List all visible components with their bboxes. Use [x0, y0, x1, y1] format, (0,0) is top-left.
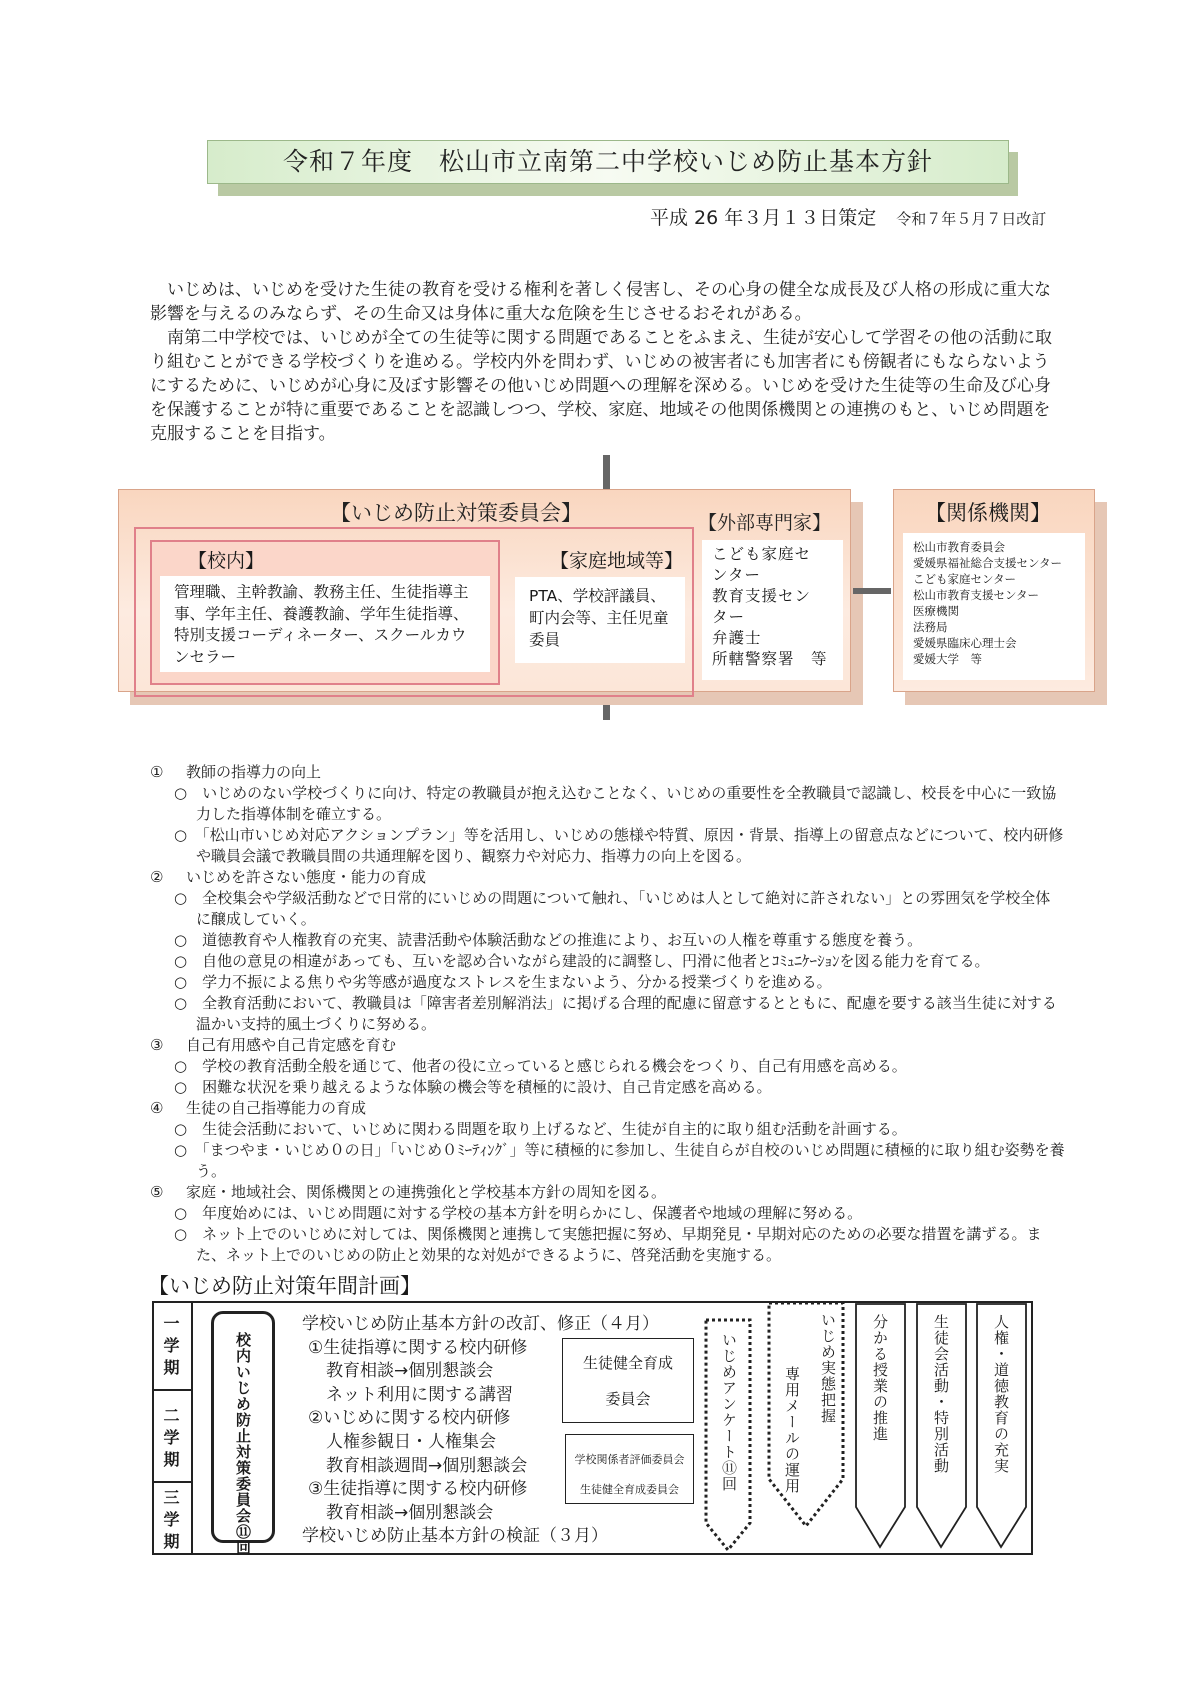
- policy-number: ①: [150, 763, 164, 781]
- policy-item: ○ 年度始めには、いじめ問題に対する学校の基本方針を明らかにし、保護者や地域の理解に努める。: [174, 1204, 863, 1222]
- committee-meeting-label: 校内いじめ防止対策委員会⑪回: [234, 1332, 252, 1556]
- related-item: 医療機関: [913, 604, 959, 618]
- policy-number: ②: [150, 868, 164, 886]
- related-item: 松山市教育委員会: [913, 540, 1005, 554]
- related-title: 【関係機関】: [925, 501, 1051, 525]
- schedule-line: 教育相談→個別懇談会: [326, 1502, 494, 1523]
- community-title: 【家庭地域等】: [550, 550, 684, 572]
- box-line: 委員会: [605, 1390, 651, 1408]
- external-line: 所轄警察署 等: [712, 650, 828, 668]
- mail-label: 専用メールの運用: [783, 1366, 801, 1494]
- policy-item: ○ 学力不振による焦りや劣等感が過度なストレスを生まないよう、分かる授業づくりを進める。: [174, 973, 832, 991]
- policy-item: ○ 道徳教育や人権教育の充実、読書活動や体験活動などの推進により、お互いの人権を尊重する態度を養う。: [174, 931, 923, 949]
- policy-heading: [150, 1182, 1065, 1203]
- policy-number: ③: [150, 1036, 164, 1054]
- committee-meeting-box: [211, 1311, 275, 1556]
- policy-item: ○ ネット上でのいじめに対しては、関係機関と連携して実態把握に努め、早期発見・早期対応のための必要な措置を講ずる。また、ネット上でのいじめの防止と効果的な対処ができるように、啓発活動を実施する。: [174, 1225, 1042, 1264]
- schedule-line: 教育相談週間→個別懇談会: [326, 1455, 528, 1476]
- revised-date: 令和７年５月７日改訂: [896, 210, 1047, 228]
- policy-item: ○ 学校の教育活動全般を通じて、他者の役に立っていると感じられる機会をつくり、自己有用感を高める。: [174, 1057, 907, 1075]
- term-2: 二 学 期: [163, 1406, 180, 1469]
- external-line: ンター: [712, 566, 761, 584]
- policy-heading: [150, 1035, 1065, 1056]
- external-line: 弁護士: [712, 629, 762, 647]
- intro-text: [150, 278, 1055, 446]
- lesson-label: 分かる授業の推進: [871, 1314, 889, 1442]
- box-line: 学校関係者評価委員会: [574, 1453, 685, 1466]
- external-title: 【外部専門家】: [698, 512, 832, 534]
- policy-heading: [150, 1098, 1065, 1119]
- term-1: 一 学 期: [163, 1314, 180, 1377]
- policy-item: ○ 全校集会や学級活動などで日常的にいじめの問題について触れ、「いじめは人として絶対に許されない」との雰囲気を学校全体に醸成していく。: [174, 889, 1051, 928]
- box-line: 生徒健全育成委員会: [580, 1483, 679, 1496]
- plan-title: 【いじめ防止対策年間計画】: [148, 1274, 421, 1298]
- student-committee-box: [562, 1338, 694, 1423]
- survey-label-2: いじめ実態把握: [819, 1312, 837, 1424]
- policy-title: 教師の指導力の向上: [186, 763, 322, 781]
- box-line: 生徒健全育成: [582, 1354, 673, 1372]
- committee-title: 【いじめ防止対策委員会】: [330, 501, 582, 525]
- student-council-label: 生徒会活動・特別活動: [932, 1314, 950, 1474]
- schedule-line: 学校いじめ防止基本方針の検証（３月）: [302, 1526, 608, 1547]
- connector-top: [603, 455, 610, 491]
- term-separator: [152, 1481, 191, 1483]
- policy-item: ○ 「まつやま・いじめ０の日」「いじめ０ﾐｰﾃｨﾝｸﾞ」等に積極的に参加し、生徒自らが自校のいじめ問題に積極的に取り組む姿勢を養う。: [174, 1141, 1065, 1180]
- evaluation-committee-box: [565, 1434, 694, 1504]
- policy-item: ○ 困難な状況を乗り越えるような体験の機会等を積極的に設け、自己肯定感を高める。: [174, 1078, 772, 1096]
- policy-title: 家庭・地域社会、関係機関との連携強化と学校基本方針の周知を図る。: [186, 1183, 667, 1201]
- page-title: 令和７年度 松山市立南第二中学校いじめ防止基本方針: [207, 140, 1009, 184]
- related-item: 松山市教育支援センター: [913, 588, 1040, 602]
- survey-label: いじめアンケート⑪回: [720, 1332, 738, 1492]
- external-line: ター: [712, 608, 746, 626]
- policy-item: ○ いじめのない学校づくりに向け、特定の教職員が抱え込むことなく、いじめの重要性を全教職員で認識し、校長を中心に一致協力した指導体制を確立する。: [174, 784, 1057, 823]
- policy-item: ○ 生徒会活動において、いじめに関わる問題を取り上げるなど、生徒が自主的に取り組む活動を計画する。: [174, 1120, 907, 1138]
- term-column: [152, 1301, 193, 1555]
- schedule-line: ①生徒指導に関する校内研修: [308, 1337, 528, 1358]
- external-line: 教育支援セン: [712, 587, 812, 605]
- policy-item: ○ 「松山市いじめ対応アクションプラン」等を活用し、いじめの態様や特質、原因・背景、指導上の留意点などについて、校内研修や職員会議で教職員間の共通理解を図り、観察力や対応力、指導力の向上を図る。: [174, 826, 1064, 865]
- related-list: [903, 533, 1085, 680]
- policy-title: 自己有用感や自己肯定感を育む: [186, 1036, 397, 1054]
- related-item: 愛媛県臨床心理士会: [913, 636, 1017, 650]
- intro-paragraph-1: いじめは、いじめを受けた生徒の教育を受ける権利を著しく侵害し、その心身の健全な成長及び人格の形成に重大な影響を与えるのみならず、その生命又は身体に重大な危険を生じさせるおそれがある。: [150, 280, 1051, 324]
- school-title: 【校内】: [188, 550, 265, 572]
- related-item: 愛媛県福祉総合支援センター: [913, 556, 1063, 570]
- schedule-line: 教育相談→個別懇談会: [326, 1361, 494, 1382]
- term-3: 三 学 期: [163, 1488, 180, 1551]
- schedule-line: ③生徒指導に関する校内研修: [308, 1479, 528, 1500]
- policy-number: ⑤: [150, 1183, 164, 1201]
- policy-title: 生徒の自己指導能力の育成: [186, 1099, 367, 1117]
- intro-paragraph-2: 南第二中学校では、いじめが全ての生徒等に関する問題であることをふまえ、生徒が安心して学習その他の活動に取り組むことができる学校づくりを進める。学校内外を問わず、いじめの被害者にも加害者にも傍観者にもならないようにするために、いじめが心身に及ぼす影響その他いじめ問題への理解を深める。いじめを受けた生徒等の生命及び心身を保護することが特に重要であることを認識しつつ、学校、家庭、地域その他関係機関との連携のもと、いじめ問題を克服することを目指す。: [150, 328, 1053, 444]
- schedule-line: ネット利用に関する講習: [326, 1384, 513, 1405]
- policy-heading: [150, 762, 1065, 783]
- term-separator: [152, 1389, 191, 1391]
- external-line: こども家庭セ: [712, 545, 812, 563]
- established-date: 平成 26 年３月１３日策定: [650, 207, 877, 229]
- policy-heading: [150, 867, 1065, 888]
- policy-number: ④: [150, 1099, 164, 1117]
- schedule-line: 学校いじめ防止基本方針の改訂、修正（４月）: [302, 1314, 659, 1334]
- connector-related: [853, 588, 891, 594]
- policy-list: [150, 762, 1065, 1266]
- policy-item: ○ 自他の意見の相違があっても、互いを認め合いながら建設的に調整し、円滑に他者とｺﾐｭﾆｹｰｼｮﾝを図る能力を育てる。: [174, 952, 990, 970]
- human-rights-label: 人権・道徳教育の充実: [992, 1314, 1010, 1474]
- related-item: こども家庭センター: [913, 572, 1017, 586]
- policy-title: いじめを許さない態度・能力の育成: [186, 868, 427, 886]
- date-line: [650, 203, 1046, 230]
- policy-item: ○ 全教育活動において、教職員は「障害者差別解消法」に掲げる合理的配慮に留意するとともに、配慮を要する該当生徒に対する温かい支持的風土づくりに努める。: [174, 994, 1057, 1033]
- community-members: PTA、学校評議員、町内会等、主任児童委員: [515, 577, 685, 663]
- related-item: 愛媛大学 等: [913, 652, 982, 666]
- external-members: [702, 540, 843, 680]
- schedule-line: ②いじめに関する校内研修: [308, 1408, 511, 1429]
- schedule-line: 人権参観日・人権集会: [326, 1431, 496, 1452]
- school-members: 管理職、主幹教諭、教務主任、生徒指導主事、学年主任、養護教諭、学年生徒指導、特別支援コーディネーター、スクールカウンセラー: [160, 576, 490, 672]
- related-item: 法務局: [913, 620, 948, 634]
